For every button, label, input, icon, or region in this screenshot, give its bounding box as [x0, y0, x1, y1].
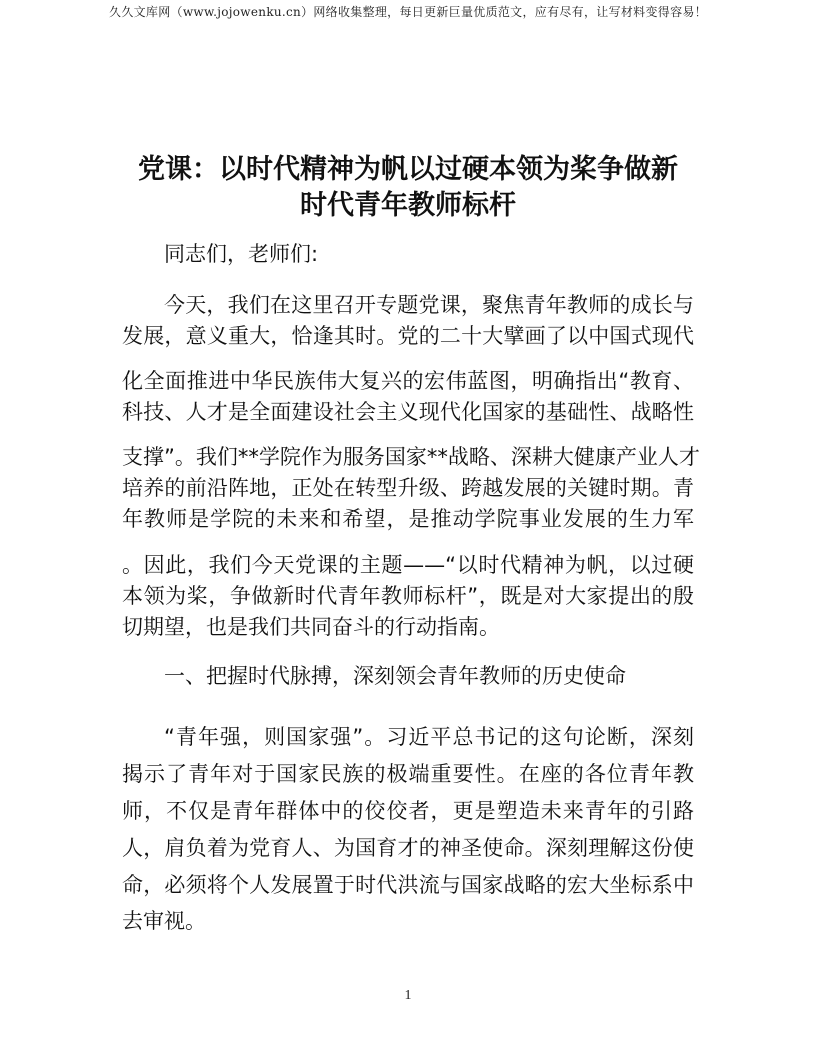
body-line: 人，肩负着为党育人、为国育才的神圣使命。深刻理解这份使: [122, 836, 694, 860]
body-line: 今天，我们在这里召开专题党课，聚焦青年教师的成长与: [164, 293, 694, 317]
body-line: 本领为桨，争做新时代青年教师标杆”，既是对大家提出的殷: [122, 584, 694, 608]
body-line: 年教师是学院的未来和希望，是推动学院事业发展的生力军: [122, 507, 694, 531]
title-line-2: 时代青年教师标杆: [300, 190, 516, 221]
body-line: 去审视。: [122, 909, 206, 933]
body-line: 。因此，我们今天党课的主题——“以时代精神为帆，以过硬: [122, 553, 694, 577]
body-line: 化全面推进中华民族伟大复兴的宏伟蓝图，明确指出“教育、: [122, 369, 694, 393]
body-line: 支撑”。我们**学院作为服务国家**战略、深耕大健康产业人才: [122, 445, 700, 469]
body-line: “青年强，则国家强”。习近平总书记的这句论断，深刻: [164, 725, 694, 749]
header-note: 久久文库网（www.jojowenku.cn）网络收集整理，每日更新巨量优质范文，应有尽有，让写材料变得容易！: [109, 5, 707, 19]
page-number: 1: [404, 988, 412, 1003]
body-line: 命，必须将个人发展置于时代洪流与国家战略的宏大坐标系中: [122, 873, 694, 897]
body-line: 切期望，也是我们共同奋斗的行动指南。: [122, 615, 500, 639]
salutation: 同志们，老师们:: [164, 242, 319, 266]
body-line: 科技、人才是全面建设社会主义现代化国家的基础性、战略性: [122, 400, 694, 424]
section-heading: 一、把握时代脉搏，深刻领会青年教师的历史使命: [164, 664, 626, 688]
document-title: [100, 152, 716, 224]
body-line: 揭示了青年对于国家民族的极端重要性。在座的各位青年教: [122, 762, 694, 786]
body-line: 培养的前沿阵地，正处在转型升级、跨越发展的关键时期。青: [122, 476, 694, 500]
body-line: 发展，意义重大，恰逢其时。党的二十大擘画了以中国式现代: [122, 324, 694, 348]
body-line: 师，不仅是青年群体中的佼佼者，更是塑造未来青年的引路: [122, 799, 694, 823]
title-line-1: 党课：以时代精神为帆以过硬本领为桨争做新: [138, 154, 678, 185]
